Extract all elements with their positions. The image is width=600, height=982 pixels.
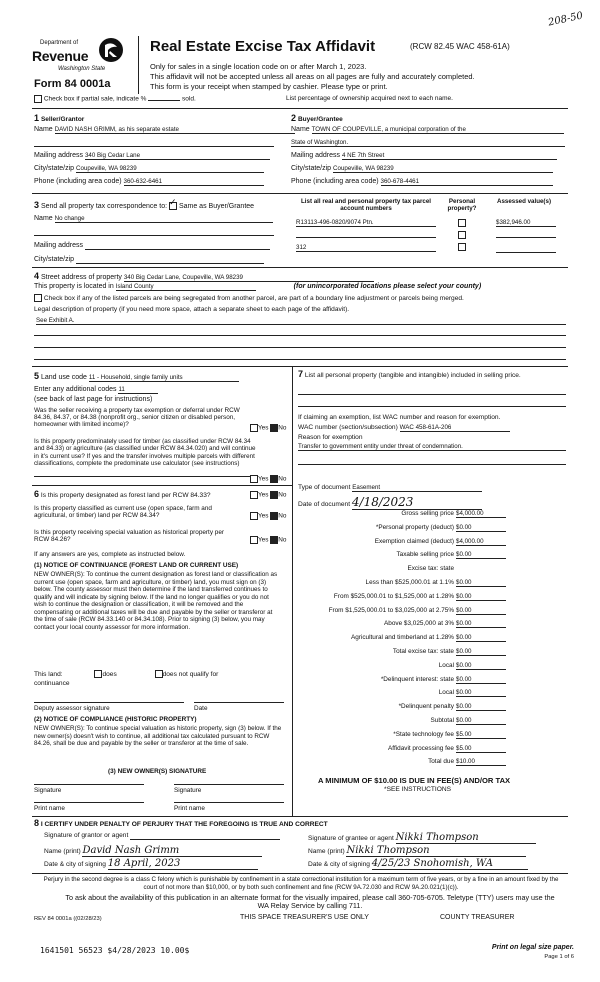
timber-yes-no: Yes No [250,475,286,483]
reason-label: Reason for exemption [298,434,363,441]
buyer-phone-row: Phone (including area code) 360-678-4461 [291,178,553,186]
revision-code: REV 84 0001a ((02/28/23) [34,916,102,922]
revenue-logo-icon [98,37,124,63]
tax-row-value[interactable]: $0.00 [456,634,506,642]
tax-row-value[interactable]: $0.00 [456,648,506,656]
grantor-signature-row: Signature of grantor or agent [44,832,280,840]
legal-size-note: Print on legal size paper. [491,944,574,951]
tax-row-value[interactable]: $0.00 [456,689,506,697]
state-line: Washington State [58,66,106,72]
tax-row-label: From $1,525,000.01 to $3,025,000 at 2.75% [328,606,454,614]
owner-signature-label-2: Signature [174,787,202,794]
notice-2-title: (2) NOTICE OF COMPLIANCE (HISTORIC PROPERTY) [34,716,197,723]
county-treasurer: COUNTY TREASURER [440,914,515,921]
tax-row-label: *Delinquent interest: state [380,675,454,683]
personal-property-checkbox-3[interactable] [458,243,466,251]
grantor-name-row: Name (print) David Nash Grimm [44,845,262,857]
handwritten-note: 208-50 [547,10,584,29]
treasurer-use: THIS SPACE TREASURER'S USE ONLY [240,914,369,921]
recording-stamp: 1641501 56523 $4/28/2023 10.00$ [40,946,190,955]
buyer-city[interactable]: Coupeville, WA 98239 [333,165,553,173]
header-line-3: This form is your receipt when stamped by cashier. Please type or print. [150,82,388,91]
additional-codes[interactable]: 11 [118,386,158,394]
tax-row-value[interactable]: $0.00 [456,593,506,601]
tax-row-value[interactable]: $0.00 [456,662,506,670]
parcel-col-header: List all real and personal property tax parcel account numbers [301,198,431,212]
personal-property-checkbox-2[interactable] [458,231,466,239]
grantee-signature-row: Signature of grantee or agent Nikki Thompson [308,832,536,844]
buyer-mailing-row: Mailing address 4 NE 7th Street [291,152,557,160]
correspondence-city[interactable] [76,256,264,264]
assessed-value-3[interactable] [496,244,556,253]
tax-row-label: Subtotal [430,717,454,724]
tax-row-value[interactable]: $0.00 [456,717,506,725]
tax-row-label: Total due [428,758,454,766]
assessed-value-1[interactable]: $382,946.00 [496,219,556,227]
see-instructions: *SEE INSTRUCTIONS [384,786,452,793]
personal-col-header: Personal property? [447,198,477,212]
notice-2-text: NEW OWNER(S): To continue special valuation as historic property, sign (3) below. If the new owner(s) doesn't wish to continue, all additional tax calculated pursuant to RCW 84.26, shall be due and payable by the seller or transferor at the time of sale. [34,725,282,747]
continuance-label: continuance [34,680,70,687]
correspondence-city-row: City/state/zip [34,256,264,264]
header-line-2: This affidavit will not be accepted unless all areas on all pages are fully and accurately completed. [150,72,475,81]
assessed-col-header: Assessed value(s) [497,198,551,205]
tax-row-label: Affidavit processing fee [388,744,454,752]
tax-row-label: Gross selling price [401,510,454,517]
tax-row-label: Agricultural and timberland at 1.28% [350,634,454,642]
minimum-due-note: A MINIMUM OF $10.00 IS DUE IN FEE(S) AND/OR TAX [318,776,511,785]
if-yes-note: If any answers are yes, complete as instructed below. [34,551,186,558]
buyer-section-title: 2 Buyer/Grantee [291,113,343,123]
additional-codes-row: Enter any additional codes 11 [34,386,158,394]
tax-row-value[interactable]: $0.00 [456,607,506,615]
wac-number[interactable]: WAC 458-61A-206 [400,424,510,432]
tax-row-label: Excise tax: state [407,565,454,573]
seller-phone-row: Phone (including area code) 360-632-6461 [34,178,264,186]
owner-print-name-label-2: Print name [174,805,205,812]
legal-description[interactable]: See Exhibit A. [36,317,566,325]
ownership-note: List percentage of ownership acquired next to each name. [286,95,453,102]
page-number: Page 1 of 6 [544,954,574,960]
buyer-phone[interactable]: 360-678-4461 [381,178,553,186]
parcel-2[interactable] [296,229,436,238]
tax-row-value[interactable]: $0.00 [456,524,506,532]
seller-city-row: City/state/zip Coupeville, WA 98239 [34,165,264,173]
buyer-city-row: City/state/zip Coupeville, WA 98239 [291,165,553,173]
tax-row-label: *Delinquent penalty [398,703,454,711]
grantee-name[interactable]: Nikki Thompson [346,845,526,857]
forest-yes-checkbox[interactable] [250,491,258,499]
seller-name[interactable]: DAVID NASH GRIMM, as his separate estate [55,126,295,134]
deputy-signature-label: Deputy assessor signature [34,705,110,712]
historical-yes-checkbox[interactable] [250,536,258,544]
form-title: Real Estate Excise Tax Affidavit [150,38,376,55]
alt-format-note: To ask about the availability of this publication in an alternate format for the visually impaired, please call 360-705-6705. Teletype (TTY) users may use the WA Relay Service by calling 711. [65,893,555,911]
exemption-question: Was the seller receiving a property tax exemption or deferral under RCW 84.36, 84.37, or 84.38 (nonprofit org., senior citizen or disabled person, homeowner with limited income)? [34,407,240,429]
segregated-checkbox[interactable] [34,294,42,302]
grantor-name[interactable]: David Nash Grimm [82,845,262,857]
current-use-yes-no: Yes No [250,512,286,520]
logo-word: Revenue [32,48,89,64]
tax-row-label: Local [438,661,454,669]
tax-row-value[interactable]: $4,000.00 [456,538,506,546]
buyer-mailing[interactable]: 4 NE 7th Street [342,152,557,160]
dept-line: Department of [40,40,79,46]
wac-row: WAC number (section/subsection) WAC 458-61A-206 [298,424,510,432]
grantee-date-row: Date & city of signing 4/25/23 Snohomish, WA [308,858,528,870]
header-line-1: Only for sales in a single location code on or after March 1, 2023. [150,62,367,71]
exemption-label: If claiming an exemption, list WAC number and reason for exemption. [298,414,501,421]
tax-row-label: Taxable selling price [396,551,454,559]
deputy-date-label: Date [194,705,208,712]
owner-print-name-label-1: Print name [34,805,65,812]
notice-1-title: (1) NOTICE OF CONTINUANCE (FOREST LAND OR CURRENT USE) [34,562,239,569]
tax-row-label: Exemption claimed (deduct) [374,537,454,545]
timber-question: Is this property predominately used for timber (as classified under RCW 84.34 and 84.33) or agriculture (as classified under RCW 84.34.020) and will continue in it's current use? If yes and the transfer involves multiple parcels with different classifications, complete the predominate use calculator (see instructions) [34,438,256,467]
historical-question: Is this property receiving special valuation as historical property per RCW 84.26? [34,529,225,544]
grantee-name-row: Name (print) Nikki Thompson [308,845,526,857]
location-code[interactable]: 312 [296,244,436,252]
does-not-checkbox[interactable] [155,670,163,678]
owner-signature-label-1: Signature [34,787,62,794]
grantor-signature[interactable] [130,832,280,840]
land-use-row: 5 Land use code 11 - Household, single family units [34,371,239,382]
segregated-row: Check box if any of the listed parcels are being segregated from another parcel, are part of a boundary line adjustment or parcels being merged. [34,294,464,302]
doc-date-row: Date of document 4/18/2023 [298,495,482,510]
current-use-question: Is this property classified as current use (open space, farm and agricultural, or timber) land per RCW 84.34? [34,505,212,520]
seller-name-row: Name DAVID NASH GRIMM, as his separate estate [34,126,295,134]
tax-row-value[interactable]: $10.00 [456,758,506,766]
exemption-yes-no: Yes No [250,424,286,432]
tax-row-value[interactable]: $0.00 [456,676,506,684]
current-use-yes-checkbox[interactable] [250,512,258,520]
historical-yes-no: Yes No [250,536,286,544]
form-number: Form 84 0001a [34,78,111,90]
tax-row-label: Less than $525,000.01 at 1.1% [365,579,454,586]
tax-row-label: Above $3,025,000 at 3% [384,620,454,628]
correspondence-name[interactable]: No change [55,215,273,223]
perjury-notice: Perjury in the second degree is a class C felony which is punishable by confinement in a state correctional institution for a maximum term of five years, or by a fine in an amount fixed by the court of not more than $10,000, or by both such confinement and fine (RCW 9A.72.030 and RCW 9A.20.021(1)(c)). [43,876,559,891]
grantee-date[interactable]: 4/25/23 Snohomish, WA [372,858,528,870]
doc-type[interactable]: Easement [352,484,482,492]
buyer-name[interactable]: TOWN OF COUPEVILLE, a municipal corporation of the [312,126,564,134]
personal-property-label: 7 List all personal property (tangible and intangible) included in selling price. [298,369,521,379]
personal-property-checkbox-1[interactable] [458,219,466,227]
title-ref: (RCW 82.45 WAC 458-61A) [410,42,510,51]
grantor-date[interactable]: 18 April, 2023 [108,858,258,870]
tax-row-value[interactable]: $0.00 [456,579,506,587]
seller-section-title: 1 Seller/Grantor [34,113,85,123]
tax-row-label: From $525,000.01 to $1,525,000 at 1.28% [333,592,454,600]
street-row: 4 Street address of property 340 Big Cedar Lane, Coupeville, WA 98239 [34,271,374,282]
forest-yes-no: Yes No [250,491,286,499]
notice-1-text: NEW OWNER(S): To continue the current designation as forest land or classification as current use (open space, farm and agriculture, or timber) land, you must sign on (3) below. The county assessor must then determine if the land transferred continues to qualify and will indicate by signing below. If the land no longer qualifies or you do not wish to continue the designation or classification, it will be removed and the compensating or additional taxes will be due and payable by the seller or transferor at the time of sale (RCW 84.33.140 or 84.34.108). Prior to signing (3) below, you may contact your local county assessor for more information. [34,571,278,631]
correspondence-mailing[interactable] [85,242,270,250]
seller-city[interactable]: Coupeville, WA 98239 [76,165,264,173]
exemption-yes-checkbox[interactable] [250,424,258,432]
partial-sale-checkbox[interactable] [34,95,42,103]
seller-mailing[interactable]: 340 Big Cedar Lane [85,152,270,160]
certify-title: 8 I CERTIFY UNDER PENALTY OF PERJURY THAT THE FOREGOING IS TRUE AND CORRECT [34,818,328,828]
tax-row-value[interactable]: $0.00 [456,551,506,559]
seller-mailing-row: Mailing address 340 Big Cedar Lane [34,152,270,160]
partial-sale-row: Check box if partial sale, indicate % sold. [34,95,196,103]
timber-yes-checkbox[interactable] [250,475,258,483]
tax-row-value[interactable]: $0.00 [456,620,506,628]
tax-row-label: *State technology fee [393,730,454,738]
same-as-buyer-checkbox[interactable]: ✓ [169,202,177,210]
correspondence-row: 3 Send all property tax correspondence to: ✓ Same as Buyer/Grantee [34,197,255,210]
correspondence-mailing-row: Mailing address [34,242,270,250]
doc-type-row: Type of document Easement [298,484,482,492]
correspondence-name-row: Name No change [34,215,273,223]
tax-row-label: Total excise tax: state [392,648,454,655]
buyer-name-row: Name TOWN OF COUPEVILLE, a municipal corporation of the [291,126,564,134]
parcel-1[interactable]: R13113-496-0820/9074 Ptn. [296,219,436,227]
tax-row-label: *Personal property (deduct) [375,523,454,531]
assessed-value-2[interactable] [496,229,556,238]
forest-question: 6 Is this property designated as forest land per RCW 84.33? [34,489,211,499]
tax-row-label: Local [438,689,454,697]
tax-row-value[interactable]: $5.00 [456,731,506,739]
see-back-note: (see back of last page for instructions) [34,396,153,403]
doc-date[interactable]: 4/18/2023 [352,495,482,510]
tax-row-value[interactable]: $5.00 [456,745,506,753]
tax-row-value[interactable]: $4,000.00 [456,510,506,518]
exemption-reason[interactable]: Transfer to government entity under threat of condemnation. [298,443,566,451]
grantor-date-row: Date & city of signing 18 April, 2023 [44,858,258,870]
land-use-code[interactable]: 11 - Household, single family units [89,374,239,382]
buyer-name-line-2[interactable]: State of Washington. [291,139,565,147]
this-land-row: This land: does does not qualify for [34,670,219,678]
located-row: This property is located in Island County (for unincorporated locations please select your county) [34,283,482,290]
property-county[interactable]: Island County [116,283,256,291]
notice-3-title: (3) NEW OWNER(S) SIGNATURE [108,768,207,775]
legal-label: Legal description of property (if you need more space, attach a separate sheet to each page of the affidavit). [34,306,350,313]
seller-phone[interactable]: 360-632-6461 [124,178,264,186]
grantee-signature[interactable]: Nikki Thompson [396,832,536,844]
property-street[interactable]: 340 Big Cedar Lane, Coupeville, WA 98239 [124,274,374,282]
tax-row-value[interactable]: $0.00 [456,703,506,711]
